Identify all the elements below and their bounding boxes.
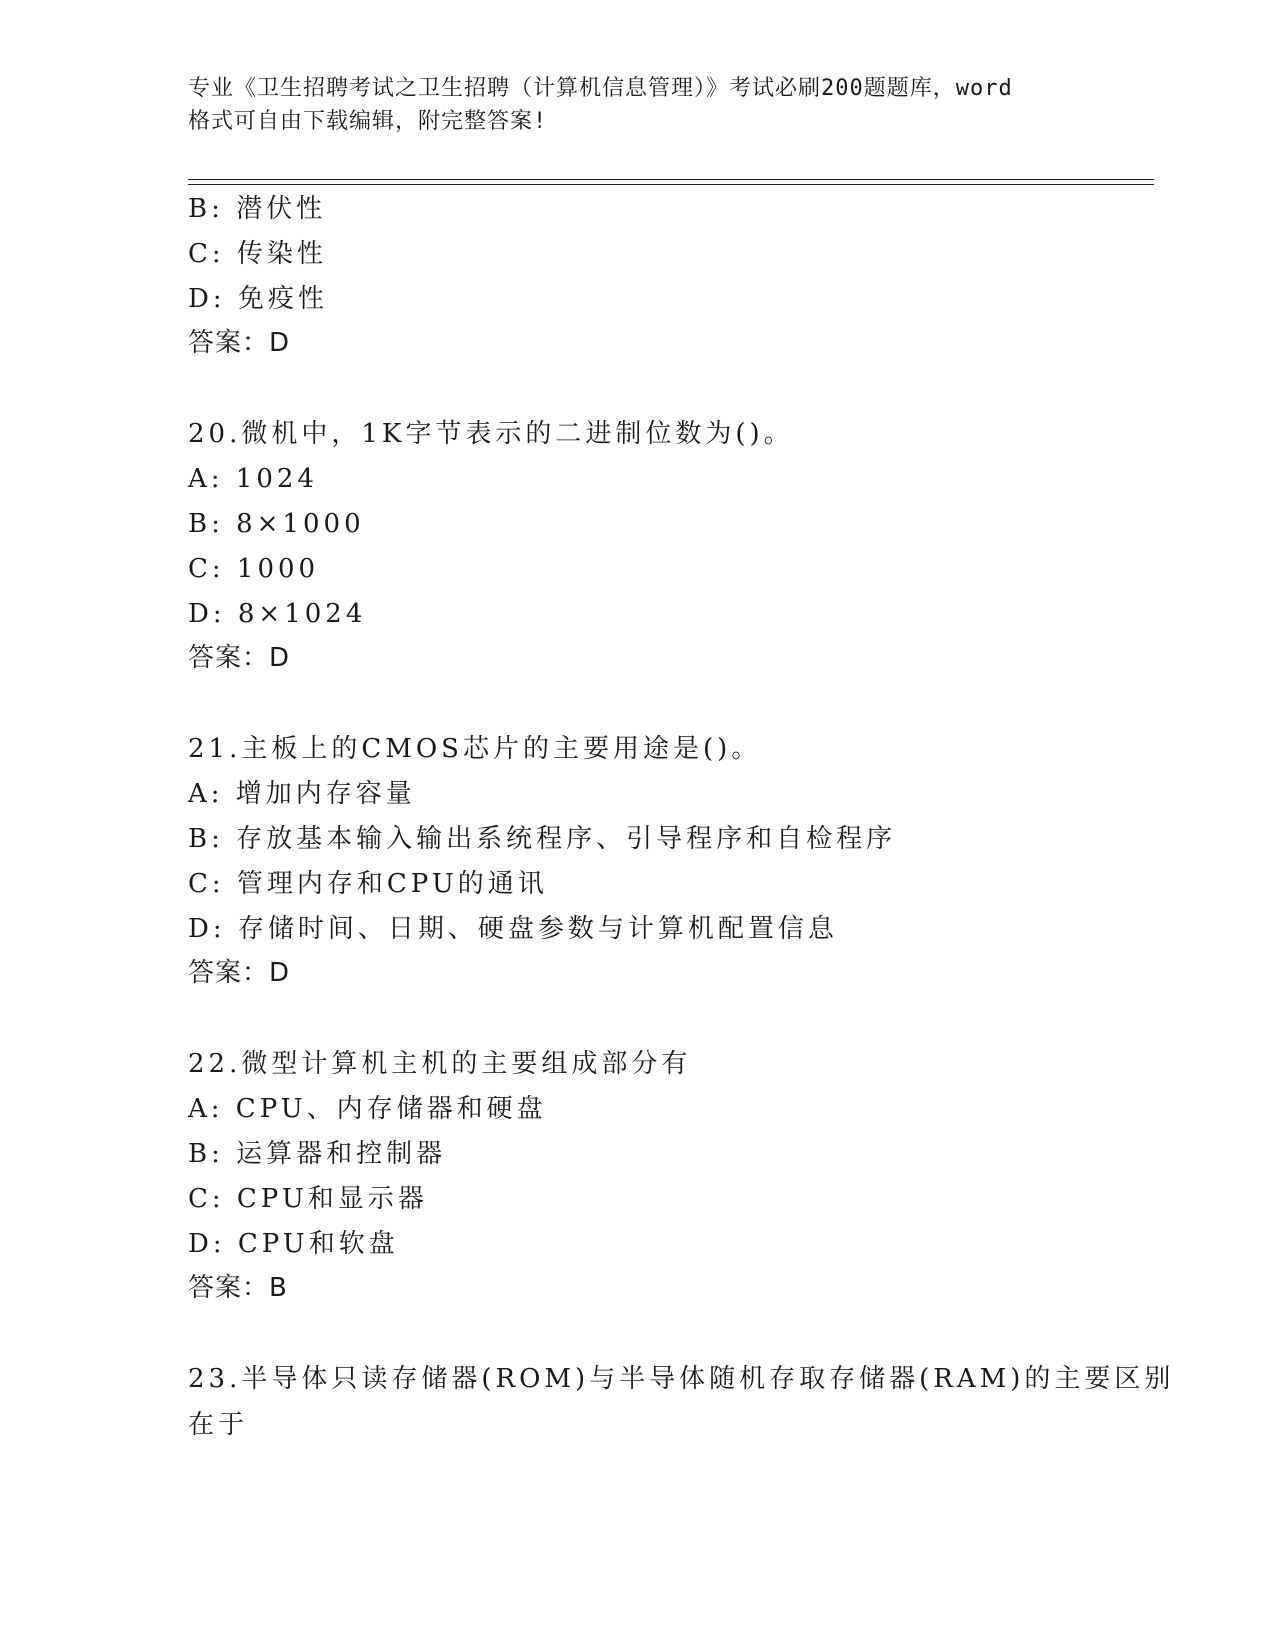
header-line-1: 专业《卫生招聘考试之卫生招聘（计算机信息管理）》考试必刷200题题库，word bbox=[188, 76, 1013, 101]
question-text: 22.微型计算机主机的主要组成部分有 bbox=[188, 1049, 692, 1079]
option-b: B: 运算器和控制器 bbox=[188, 1139, 447, 1169]
option-a: A: CPU、内存储器和硬盘 bbox=[188, 1094, 547, 1124]
option-d: D: 存储时间、日期、硬盘参数与计算机配置信息 bbox=[188, 914, 838, 944]
header-divider-bottom bbox=[188, 184, 1154, 185]
question-text: 23.半导体只读存储器(ROM)与半导体随机存取存储器(RAM)的主要区别 bbox=[188, 1364, 1175, 1394]
option-c: C: 传染性 bbox=[188, 239, 327, 269]
option-a: A: 1024 bbox=[188, 464, 318, 494]
question-text-continued: 在于 bbox=[188, 1410, 249, 1440]
option-c: C: 1000 bbox=[188, 554, 320, 584]
option-c: C: 管理内存和CPU的通讯 bbox=[188, 869, 548, 899]
option-d: D: 8×1024 bbox=[188, 599, 367, 629]
question-text: 20.微机中，1K字节表示的二进制位数为()。 bbox=[188, 419, 794, 449]
option-d: D: CPU和软盘 bbox=[188, 1229, 399, 1259]
option-c: C: CPU和显示器 bbox=[188, 1184, 428, 1214]
answer-label: 答案：D bbox=[188, 328, 291, 358]
option-d: D: 免疫性 bbox=[188, 284, 328, 314]
document-header bbox=[188, 72, 1088, 138]
option-b: B: 存放基本输入输出系统程序、引导程序和自检程序 bbox=[188, 824, 897, 854]
header-line-2: 格式可自由下载编辑，附完整答案! bbox=[188, 109, 548, 134]
question-text: 21.主板上的CMOS芯片的主要用途是()。 bbox=[188, 734, 762, 764]
option-a: A: 增加内存容量 bbox=[188, 779, 416, 809]
option-b: B: 8×1000 bbox=[188, 509, 365, 539]
answer-label: 答案：D bbox=[188, 643, 291, 673]
answer-label: 答案：B bbox=[188, 1273, 288, 1303]
option-b: B: 潜伏性 bbox=[188, 194, 327, 224]
header-divider-top bbox=[188, 179, 1154, 180]
answer-label: 答案：D bbox=[188, 958, 291, 988]
